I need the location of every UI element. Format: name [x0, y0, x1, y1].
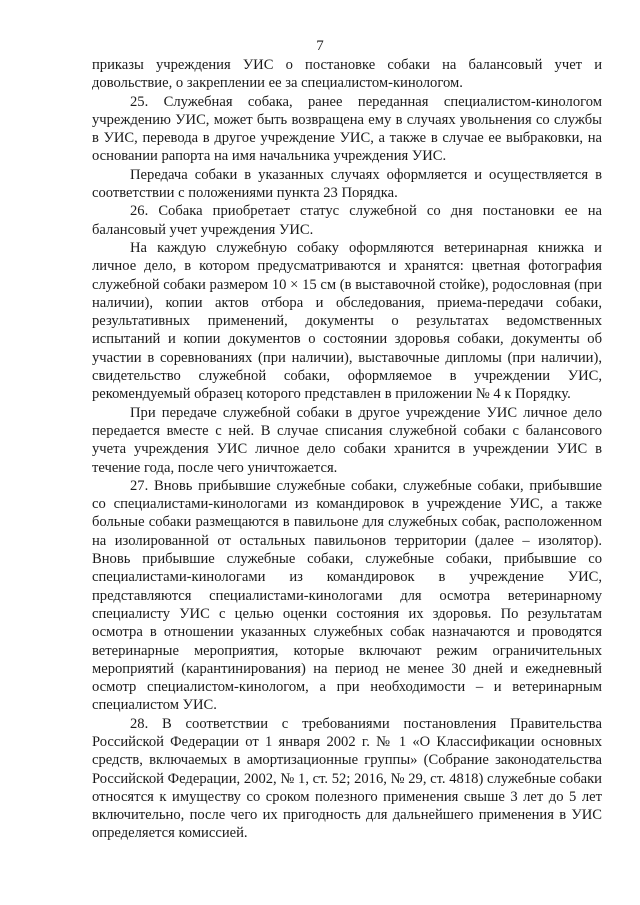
- document-body: [92, 56, 602, 843]
- paragraph: 27. Вновь прибывшие служебные собаки, служебные собаки, прибывшие со специалистами-кинологами из командировок в учреждение УИС, а также больные собаки размещаются в павильоне для служебных собак, расположенном на изолированной от остальных павильонов территории (далее – изолятор). Вновь прибывшие служебные собаки, служебные собаки, прибывшие со специалистами-кинологами из командировок в учреждение УИС, представляются специалистами-кинологами для осмотра ветеринарному специалисту УИС с целью оценки состояния их здоровья. По результатам осмотра в отношении указанных служебных собак назначаются и проводятся ветеринарные мероприятия, которые включают режим ограничительных мероприятий (карантинирования) на период не менее 30 дней и ежедневный осмотр специалистом-кинологом, а при необходимости – и ветеринарным специалистом УИС.: [92, 477, 602, 714]
- paragraph: 26. Собака приобретает статус служебной со дня постановки ее на балансовый учет учреждения УИС.: [92, 203, 602, 238]
- paragraph: 25. Служебная собака, ранее переданная специалистом-кинологом учреждению УИС, может быть возвращена ему в случаях увольнения со службы в УИС, перевода в другое учреждение УИС, а также в случае ее выбраковки, на основании рапорта на имя начальника учреждения УИС.: [92, 93, 602, 165]
- paragraph: 28. В соответствии с требованиями постановления Правительства Российской Федерации от 1 января 2002 г. № 1 «О Классификации основных средств, включаемых в амортизационные группы» (Собрание законодательства Российской Федерации, 2002, № 1, ст. 52; 2016, № 29, ст. 4818) служебные собаки относятся к имуществу со сроком полезного применения свыше 3 лет до 5 лет включительно, после чего их пригодность для дальнейшего применения в УИС определяется комиссией.: [92, 715, 602, 842]
- paragraph: приказы учреждения УИС о постановке собаки на балансовый учет и довольствие, о закреплении ее за специалистом-кинологом.: [92, 57, 602, 92]
- paragraph: На каждую служебную собаку оформляются ветеринарная книжка и личное дело, в котором предусматриваются и хранятся: цветная фотография служебной собаки размером 10 × 15 см (в выставочной стойке), родословная (при наличии), копии актов отбора и обследования, приема-передачи собаки, результативных применений, документы о результатах ведомственных испытаний и копии документов о состоянии здоровья собаки, документы об участии в соревнованиях (при наличии), выставочные дипломы (при наличии), свидетельство служебной собаки, оформляемое в учреждении УИС, рекомендуемый образец которого представлен в приложении № 4 к Порядку.: [92, 239, 602, 403]
- paragraph: Передача собаки в указанных случаях оформляется и осуществляется в соответствии с положениями пункта 23 Порядка.: [92, 166, 602, 202]
- paragraph: При передаче служебной собаки в другое учреждение УИС личное дело передается вместе с ней. В случае списания служебной собаки с балансового учета учреждения УИС личное дело собаки хранится в учреждении УИС в течение года, после чего уничтожается.: [92, 404, 602, 476]
- page-number: 7: [316, 38, 324, 54]
